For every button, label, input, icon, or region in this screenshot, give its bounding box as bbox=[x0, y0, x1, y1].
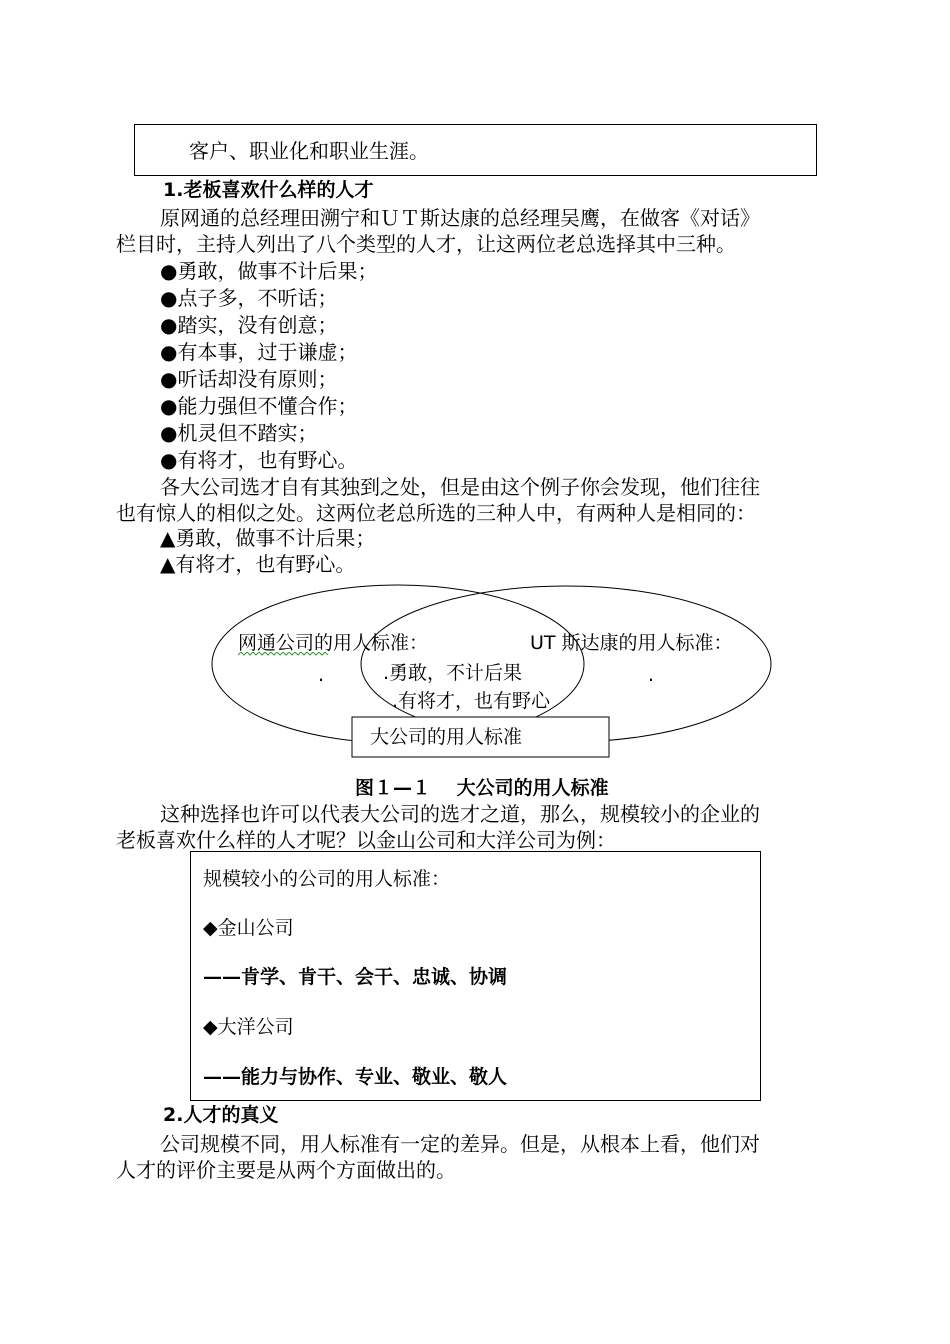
bullet-item: ●机灵但不踏实； bbox=[160, 421, 318, 445]
paragraph-line: 公司规模不同，用人标准有一定的差异。但是，从根本上看，他们对 bbox=[160, 1132, 760, 1156]
spellcheck-underline bbox=[238, 652, 330, 658]
paragraph-line: 也有惊人的相似之处。这两位老总所选的三种人中，有两种人是相同的： bbox=[116, 501, 756, 525]
intro-box bbox=[134, 124, 817, 176]
paragraph-line: 各大公司选才自有其独到之处，但是由这个例子你会发现，他们往往 bbox=[160, 475, 760, 499]
company-dayang-traits: ——能力与协作、专业、敬业、敬人 bbox=[203, 1066, 508, 1088]
bullet-item: ●踏实，没有创意； bbox=[160, 313, 338, 337]
left-dot: . bbox=[318, 664, 325, 686]
paragraph-line: 老板喜欢什么样的人才呢？以金山公司和大洋公司为例： bbox=[116, 828, 616, 852]
company-kingsoft-traits: ——肯学、肯干、会干、忠诚、协调 bbox=[203, 966, 508, 988]
company-dayang: ◆大洋公司 bbox=[203, 1016, 294, 1038]
triangle-item: ▲有将才，也有野心。 bbox=[160, 552, 356, 576]
left-standard-label: 网通公司的用人标准： bbox=[238, 632, 429, 654]
intro-box-text: 客户、职业化和职业生涯。 bbox=[189, 139, 429, 163]
triangle-item: ▲勇敢，做事不计后果； bbox=[160, 526, 376, 550]
bullet-item: ●听话却没有原则； bbox=[160, 367, 338, 391]
center-item-brave: .勇敢，不计后果 bbox=[383, 662, 523, 684]
company-kingsoft: ◆金山公司 bbox=[203, 917, 294, 939]
bullet-item: ●点子多，不听话； bbox=[160, 286, 338, 310]
section-heading-2: 2.人才的真义 bbox=[163, 1104, 279, 1126]
right-standard-label: UT 斯达康的用人标准： bbox=[530, 632, 733, 654]
paragraph-line: 人才的评价主要是从两个方面做出的。 bbox=[116, 1158, 456, 1182]
right-dot: . bbox=[648, 664, 655, 686]
bullet-item: ●能力强但不懂合作； bbox=[160, 394, 358, 418]
bottom-box-label: 大公司的用人标准 bbox=[370, 726, 523, 748]
paragraph-line: 栏目时，主持人列出了八个类型的人才，让这两位老总选择其中三种。 bbox=[116, 232, 736, 256]
bullet-item: ●勇敢，做事不计后果； bbox=[160, 259, 378, 283]
bullet-item: ●有将才，也有野心。 bbox=[160, 448, 358, 472]
section-heading-1: 1.老板喜欢什么样的人才 bbox=[163, 179, 374, 201]
small-company-box bbox=[190, 851, 761, 1101]
paragraph-line: 原网通的总经理田溯宁和ＵＴ斯达康的总经理吴鹰，在做客《对话》 bbox=[160, 206, 760, 230]
paragraph-line: 这种选择也许可以代表大公司的选才之道，那么，规模较小的企业的 bbox=[160, 802, 760, 826]
bullet-item: ●有本事，过于谦虚； bbox=[160, 340, 358, 364]
small-company-title: 规模较小的公司的用人标准： bbox=[203, 868, 451, 890]
center-item-ambition: .有将才，也有野心 bbox=[392, 690, 551, 712]
figure-caption: 图１—１ 大公司的用人标准 bbox=[355, 777, 609, 799]
